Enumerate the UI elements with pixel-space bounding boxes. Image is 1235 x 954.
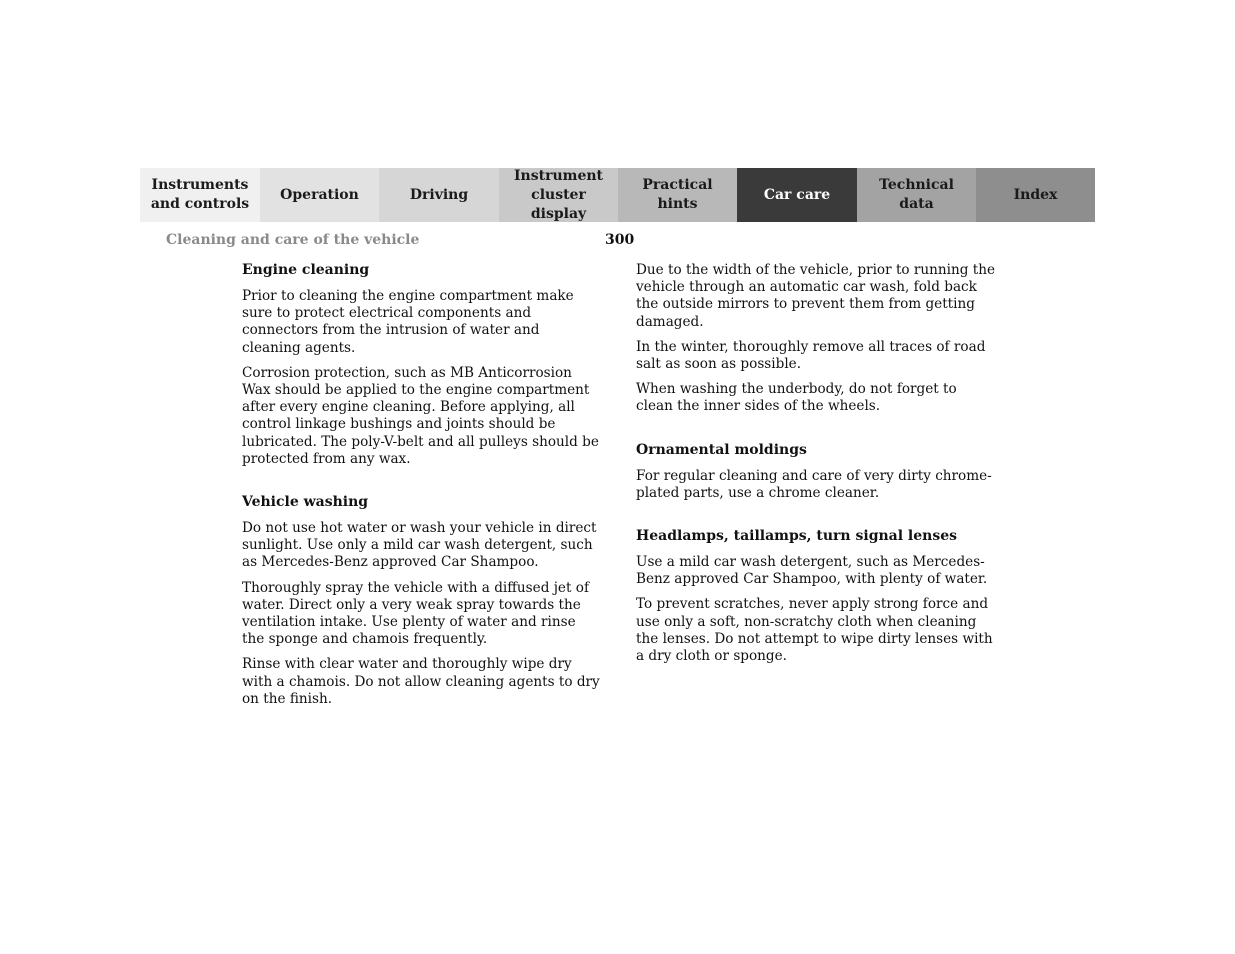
tab-label: Technical data	[879, 177, 954, 212]
engine-cleaning-heading: Engine cleaning	[242, 262, 370, 278]
tab-technical-data[interactable]	[857, 168, 976, 222]
tab-label: Car care	[763, 186, 831, 203]
vehicle-washing-paragraph: Do not use hot water or wash your vehicle in direct sunlight. Use only a mild car wash detergent, such as Mercedes-Benz approved Car Shampoo.	[242, 520, 597, 571]
tab-driving[interactable]	[379, 168, 499, 222]
tab-label: Driving	[409, 186, 469, 203]
tab-operation[interactable]	[260, 168, 379, 222]
vehicle-washing-paragraph: Rinse with clear water and thoroughly wipe dry with a chamois. Do not allow cleaning agents to dry on the finish.	[242, 656, 600, 707]
washing-paragraph: Due to the width of the vehicle, prior to running the vehicle through an automatic car wash, fold back the outside mirrors to prevent them from getting damaged.	[636, 262, 996, 330]
vehicle-washing-paragraph: Thoroughly spray the vehicle with a diffused jet of water. Direct only a very weak spray towards the ventilation intake. Use plenty of water and rinse the sponge and chamois frequently.	[242, 579, 589, 648]
tab-label: Instrument cluster display	[514, 167, 603, 222]
right-column	[636, 262, 996, 673]
vehicle-washing-heading: Vehicle washing	[242, 494, 369, 511]
section-title: Cleaning and care of the vehicle	[166, 232, 420, 248]
tab-label: Practical hints	[642, 177, 713, 212]
tab-practical-hints[interactable]	[618, 168, 737, 222]
tab-label: Instruments and controls	[150, 177, 250, 212]
washing-paragraph: When washing the underbody, do not forget to clean the inner sides of the wheels.	[636, 381, 957, 415]
tab-label: Index	[1013, 186, 1058, 203]
tab-car-care[interactable]	[737, 168, 857, 222]
ornamental-moldings-paragraph: For regular cleaning and care of very dirty chrome-plated parts, use a chrome cleaner.	[636, 467, 992, 501]
chapter-tab-bar	[140, 168, 1095, 222]
lamps-heading: Headlamps, taillamps, turn signal lenses	[636, 528, 957, 545]
washing-paragraph: In the winter, thoroughly remove all traces of road salt as soon as possible.	[636, 338, 986, 373]
tab-instrument-cluster-display[interactable]	[499, 168, 618, 222]
lamps-paragraph: Use a mild car wash detergent, such as Mercedes-Benz approved Car Shampoo, with plenty of water.	[636, 554, 988, 588]
tab-label: Operation	[280, 186, 359, 203]
engine-cleaning-paragraph: Corrosion protection, such as MB Anticorrosion Wax should be applied to the engine compartment after every engine cleaning. Before applying, all control linkage bushings and joints should be lubricated. The poly-V-belt and all pulleys should be protected from any wax.	[242, 364, 599, 467]
engine-cleaning-paragraph: Prior to cleaning the engine compartment make sure to protect electrical components and connectors from the intrusion of water and cleaning agents.	[242, 288, 574, 356]
ornamental-moldings-heading: Ornamental moldings	[636, 441, 807, 458]
page-number: 300	[605, 232, 635, 248]
left-column	[242, 262, 602, 716]
tab-index[interactable]	[976, 168, 1095, 222]
lamps-paragraph: To prevent scratches, never apply strong force and use only a soft, non-scratchy cloth when cleaning the lenses. Do not attempt to wipe dirty lenses with a dry cloth or sponge.	[636, 596, 993, 665]
tab-instruments-and-controls[interactable]	[140, 168, 260, 222]
